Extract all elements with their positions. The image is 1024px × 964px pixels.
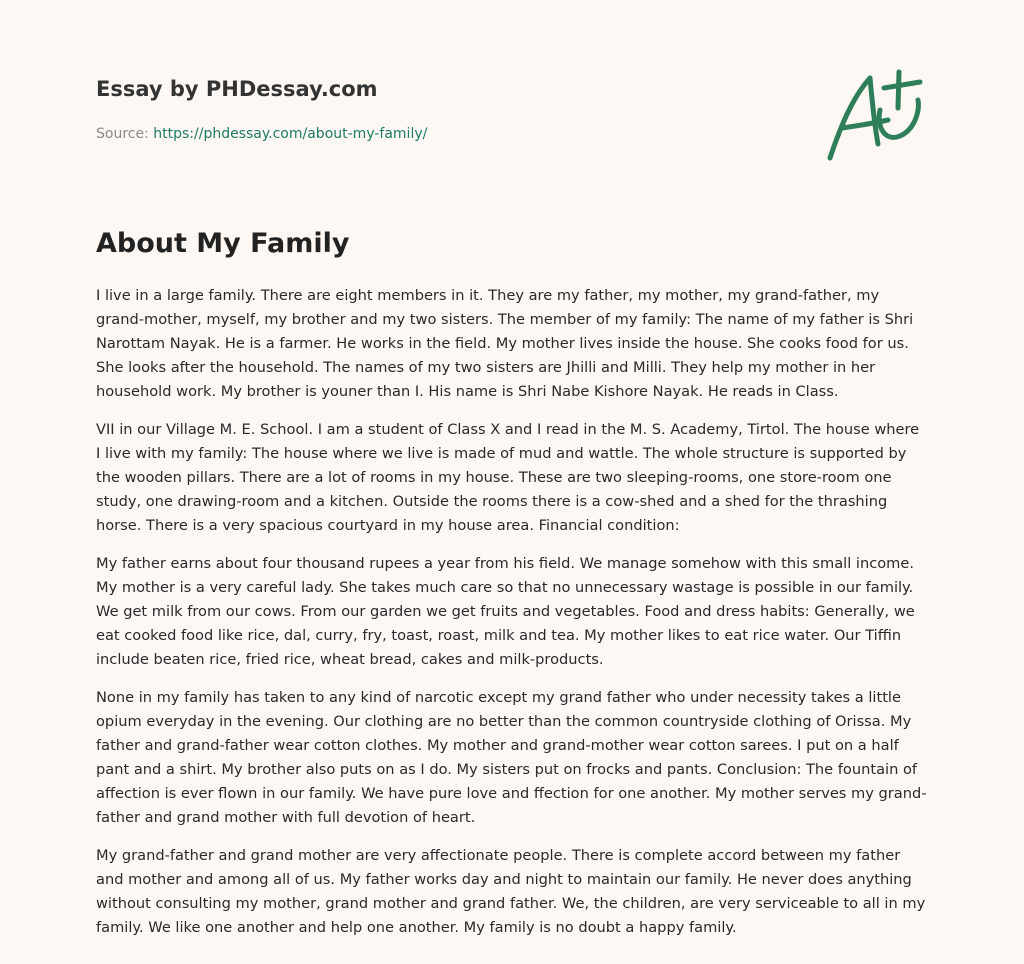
- essay-paragraph: My grand-father and grand mother are very affectionate people. There is complete accord between my father and mother and among all of us. My father works day and night to maintain our family. He never does anything without consulting my mother, grand mother and grand father. We, the children, are very serviceable to all in my family. We like one another and help one another. My family is no doubt a happy family.: [96, 847, 926, 936]
- site-title: Essay by PHDessay.com: [96, 77, 378, 101]
- source-label: Source:: [96, 126, 149, 142]
- essay-paragraph: VII in our Village M. E. School. I am a student of Class X and I read in the M. S. Academy, Tirtol. The house where I live with my family: The house where we live is made of mud and wattle. The whole structure is supported by the wooden pillars. There are a lot of rooms in my house. These are two sleeping-rooms, one store-room one study, one drawing-room and a kitchen. Outside the rooms there is a cow-shed and a shed for the thrashing horse. There is a very spacious courtyard in my house area. Financial condition:: [96, 421, 920, 534]
- a-plus-logo-icon: [822, 66, 932, 166]
- essay-paragraph: My father earns about four thousand rupees a year from his field. We manage somehow with this small income. My mother is a very careful lady. She takes much care so that no unnecessary wastage is possible in our family. We get milk from our cows. From our garden we get fruits and vegetables. Food and dress habits: Generally, we eat cooked food like rice, dal, curry, fry, toast, roast, milk and tea. My mother likes to eat rice water. Our Tiffin include beaten rice, fried rice, wheat bread, cakes and milk-products.: [96, 555, 915, 668]
- essay-paragraph: I live in a large family. There are eight members in it. They are my father, my mother, my grand-father, my grand-mother, myself, my brother and my two sisters. The member of my family: The name of my father is Shri Narottam Nayak. He is a farmer. He works in the field. My mother lives inside the house. She cooks food for us. She looks after the household. The names of my two sisters are Jhilli and Milli. They help my mother in her household work. My brother is youner than I. His name is Shri Nabe Kishore Nayak. He reads in Class.: [96, 287, 914, 400]
- essay-title: About My Family: [96, 228, 350, 259]
- essay-paragraph: None in my family has taken to any kind of narcotic except my grand father who under necessity takes a little opium everyday in the evening. Our clothing are no better than the common countryside clothing of Orissa. My father and grand-father wear cotton clothes. My mother and grand-mother wear cotton sarees. I put on a half pant and a shirt. My brother also puts on as I do. My sisters put on frocks and pants. Conclusion: The fountain of affection is ever flown in our family. We have pure love and ffection for one another. My mother serves my grand-father and grand mother with full devotion of heart.: [96, 689, 927, 826]
- page-header: [96, 72, 928, 144]
- source-link[interactable]: https://phdessay.com/about-my-family/: [153, 126, 428, 142]
- source-line: [96, 124, 928, 144]
- essay-body: [96, 284, 928, 954]
